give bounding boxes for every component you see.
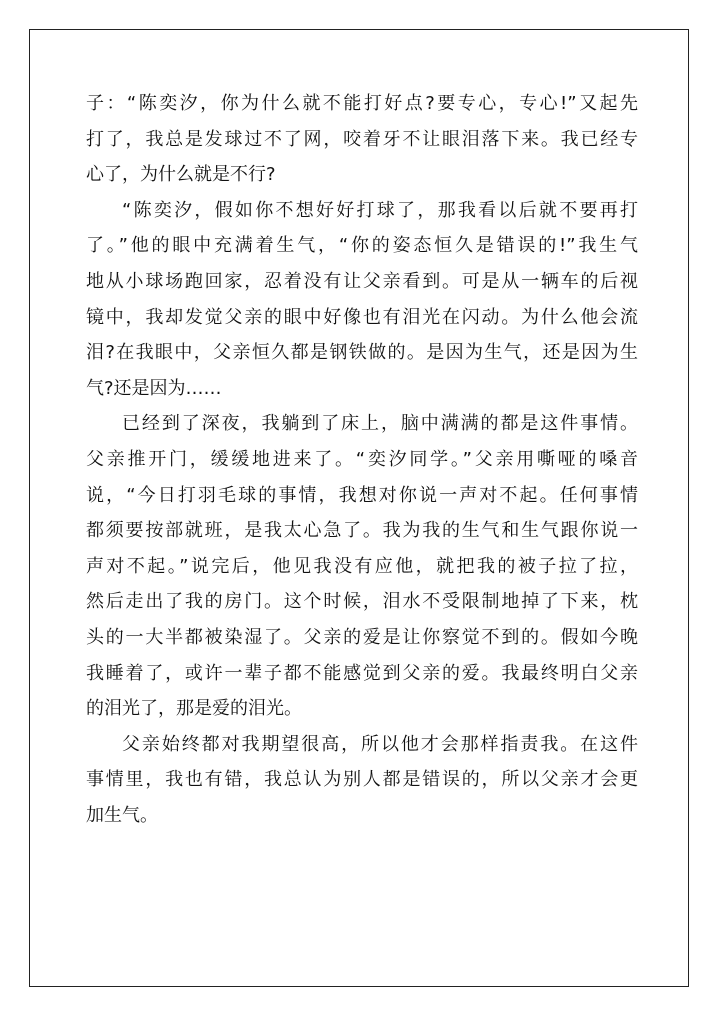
text-line: 父亲推开门，缓缓地进来了。“奕汐同学。”父亲用嘶哑的嗓音 (86, 448, 638, 470)
text-line: 加生气。 (86, 804, 158, 826)
text-line: 已经到了深夜，我躺到了床上，脑中满满的都是这件事情。 (122, 413, 638, 435)
text-line: 父亲始终都对我期望很高，所以他才会那样指责我。在这件 (122, 733, 638, 755)
text-line: “陈奕汐，假如你不想好好打球了，那我看以后就不要再打 (122, 199, 638, 221)
text-line: 心了，为什么就是不行? (86, 164, 276, 186)
text-line: 我睡着了，或许一辈子都不能感觉到父亲的爱。我最终明白父亲 (86, 662, 638, 684)
text-line: 气?还是因为…… (86, 377, 222, 399)
text-line: 声对不起。”说完后，他见我没有应他，就把我的被子拉了拉， (86, 555, 638, 577)
text-line: 子：“陈奕汐，你为什么就不能打好点?要专心，专心!”又起先 (86, 93, 638, 114)
paragraph-2 (86, 193, 638, 407)
text-line: 说，“今日打羽毛球的事情，我想对你说一声对不起。任何事情 (86, 484, 638, 506)
paragraph-1 (86, 86, 638, 193)
text-line: 打了，我总是发球过不了网，咬着牙不让眼泪落下来。我已经专 (86, 128, 638, 150)
text-line: 事情里，我也有错，我总认为别人都是错误的，所以父亲才会更 (86, 769, 638, 791)
text-line: 的泪光了，那是爱的泪光。 (86, 698, 302, 720)
text-line: 头的一大半都被染湿了。父亲的爱是让你察觉不到的。假如今晚 (86, 626, 638, 648)
text-line: 了。”他的眼中充满着生气，“你的姿态恒久是错误的!”我生气 (86, 235, 638, 257)
text-line: 地从小球场跑回家，忍着没有让父亲看到。可是从一辆车的后视 (86, 270, 638, 292)
text-line: 镜中，我却发觉父亲的眼中好像也有泪光在闪动。为什么他会流 (86, 306, 638, 328)
paragraph-3 (86, 406, 638, 726)
text-line: 然后走出了我的房门。这个时候，泪水不受限制地掉了下来，枕 (86, 591, 638, 613)
paragraph-4 (86, 727, 638, 834)
text-line: 泪?在我眼中，父亲恒久都是钢铁做的。是因为生气，还是因为生 (86, 342, 638, 364)
text-line: 都须要按部就班，是我太心急了。我为我的生气和生气跟你说一 (86, 520, 638, 542)
document-body (86, 86, 638, 833)
